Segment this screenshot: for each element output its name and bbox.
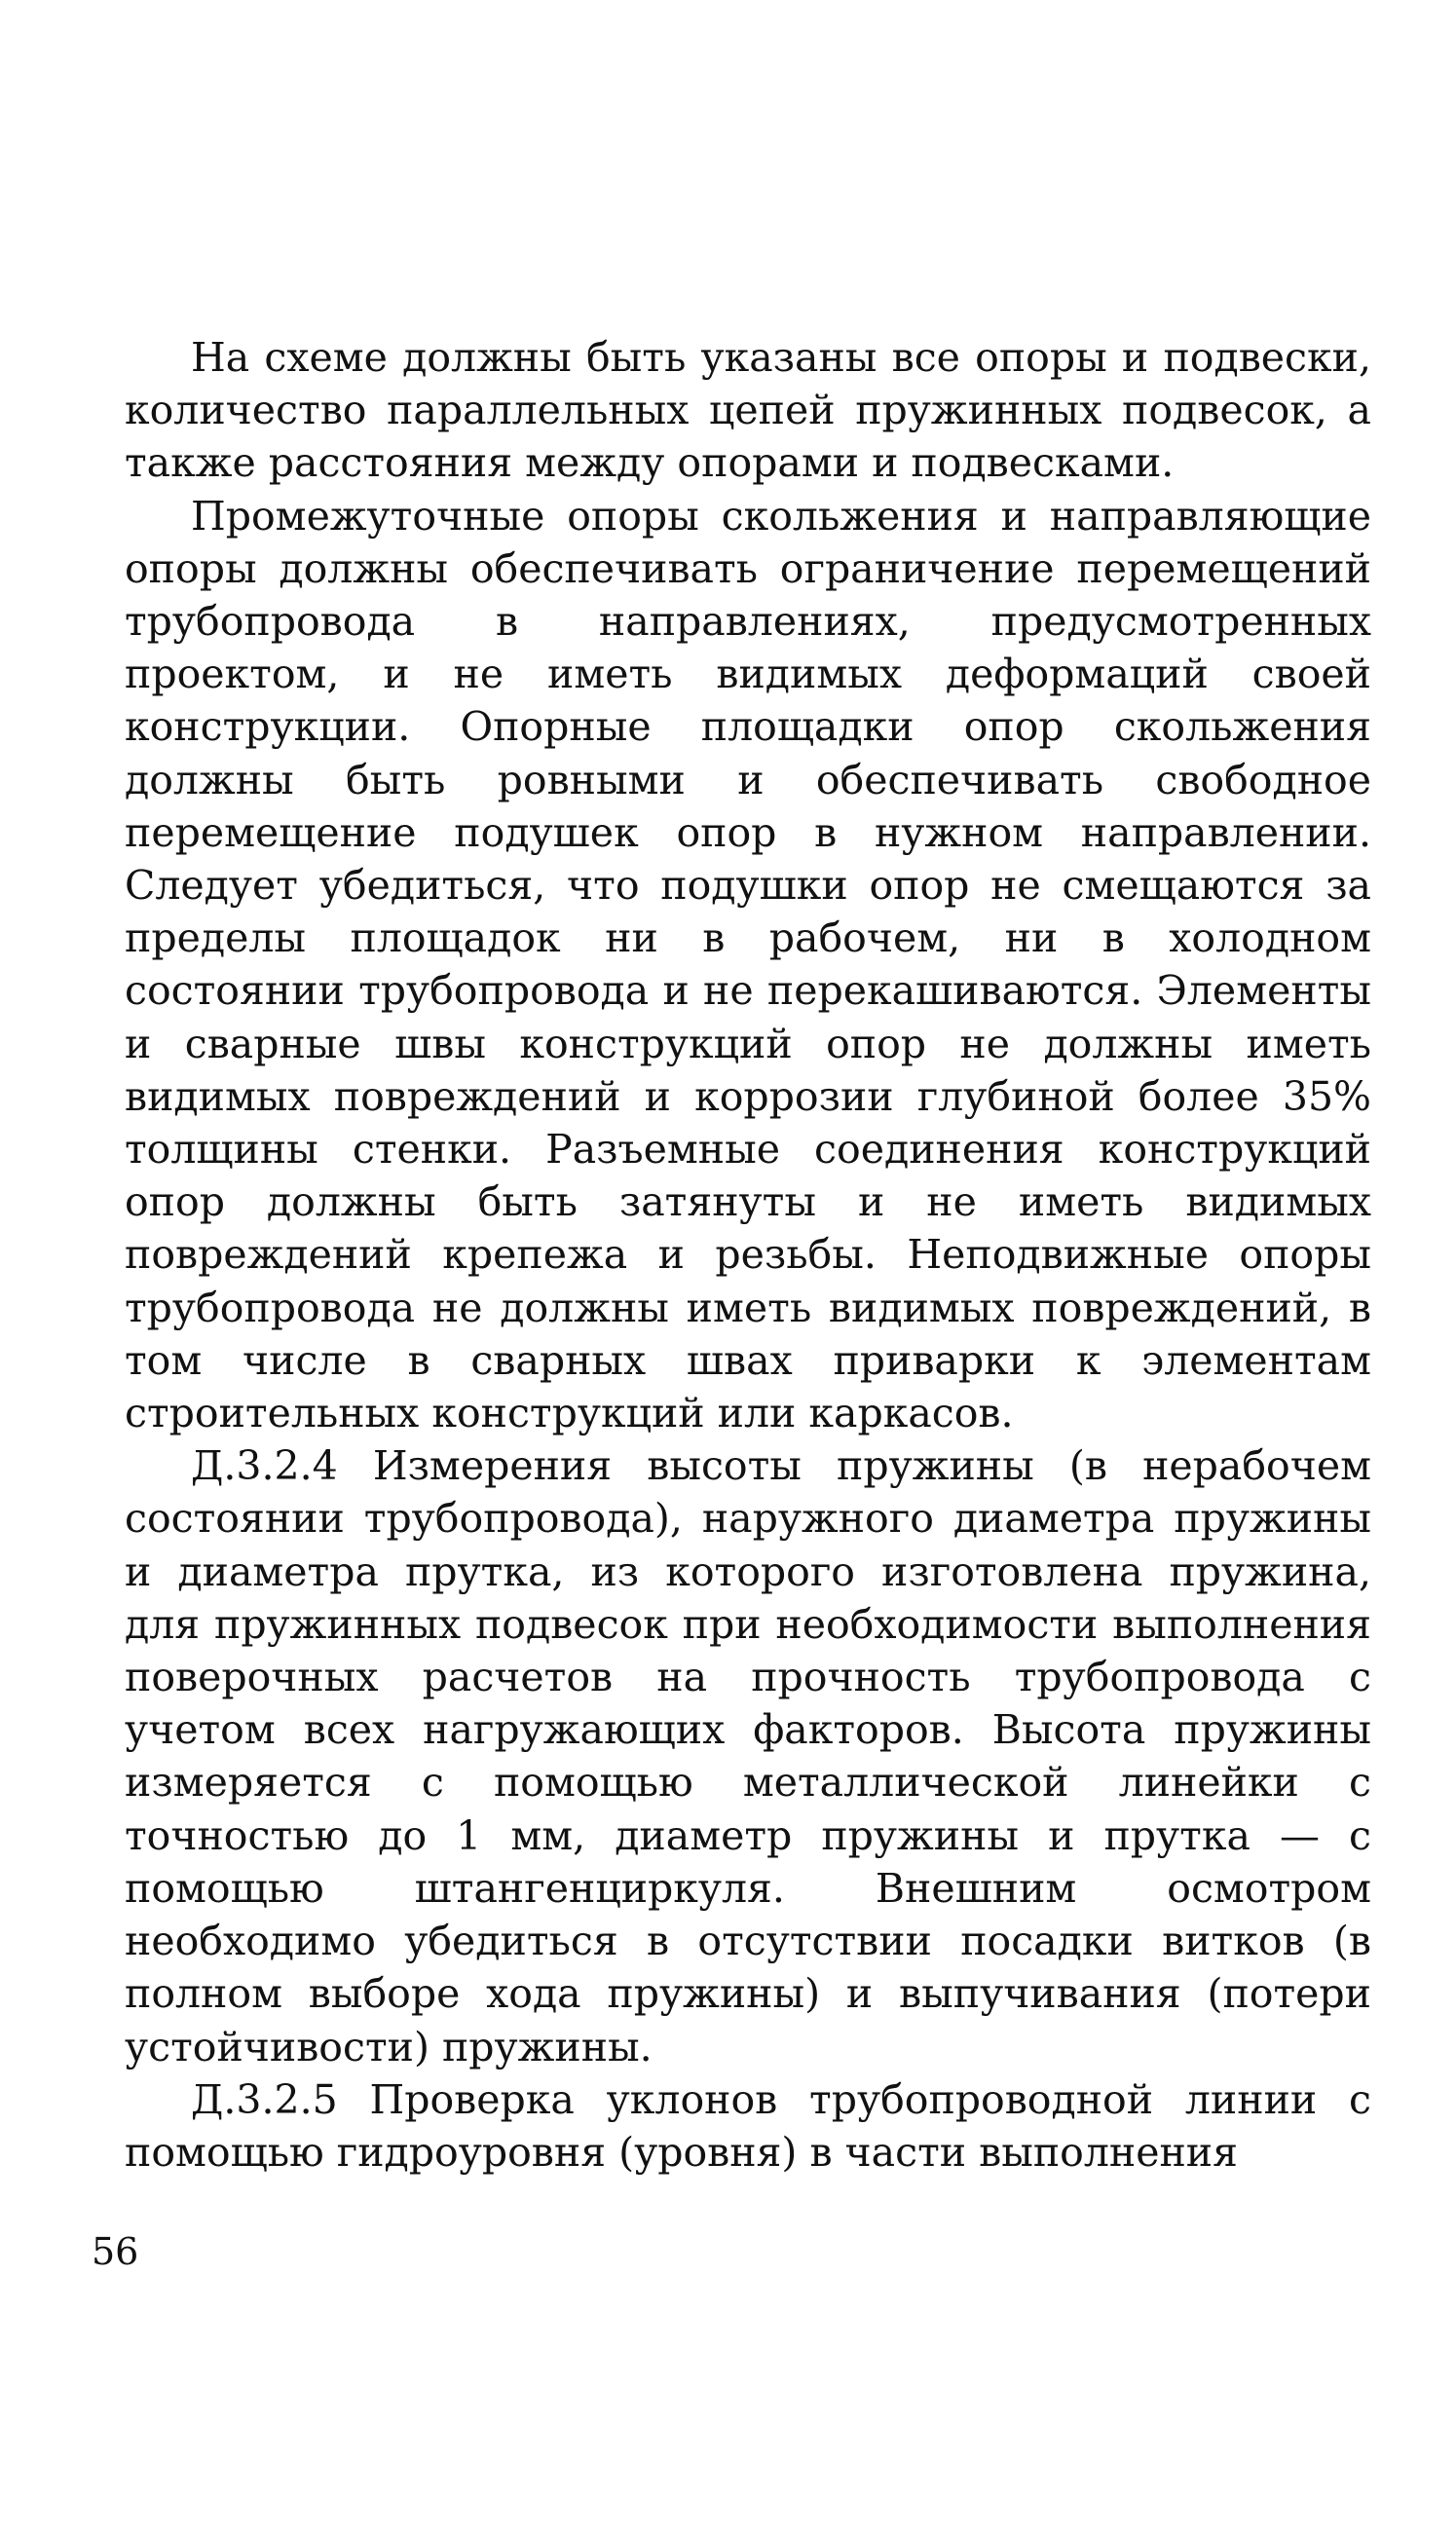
page-number: 56 xyxy=(92,2230,139,2273)
paragraph-d-3-2-5: Д.3.2.5 Проверка уклонов трубопроводной линии с помощью гидроуровня (уровня) в части выполнения xyxy=(125,2075,1371,2176)
paragraph-sliding-supports: Промежуточные опоры скольжения и направляющие опоры должны обеспечивать ограничение перемещений трубопровода в направлениях, предусмотренных проектом, и не иметь видимых деформаций своей конструкции. Опорные площадки опор скольжения должны быть ровными и обеспечивать свободное перемещение подушек опор в нужном направлении. Следует убедиться, что подушки опор не смещаются за пределы площадок ни в рабочем, ни в холодном состоянии трубопровода и не перекашиваются. Элементы и сварные швы конструкций опор не должны иметь видимых повреждений и коррозии глубиной более 35% толщины стенки. Разъемные соединения конструкций опор должны быть затянуты и не иметь видимых повреждений крепежа и резьбы. Неподвижные опоры трубопровода не должны иметь видимых повреждений, в том числе в сварных швах приварки к элементам строительных конструкций или каркасов. xyxy=(125,492,1371,1437)
paragraph-supports-scheme: На схеме должны быть указаны все опоры и подвески, количество параллельных цепей пружинных подвесок, а также расстояния между опорами и подвесками. xyxy=(125,334,1371,487)
paragraph-d-3-2-4: Д.3.2.4 Измерения высоты пружины (в нерабочем состоянии трубопровода), наружного диаметра пружины и диаметра прутка, из которого изготовлена пружина, для пружинных подвесок при необходимости выполнения поверочных расчетов на прочность трубопровода с учетом всех нагружающих факторов. Высота пружины измеряется с помощью металлической линейки с точностью до 1 мм, диаметр пружины и прутка — с помощью штангенциркуля. Внешним осмотром необходимо убедиться в отсутствии посадки витков (в полном выборе хода пружины) и выпучивания (потери устойчивости) пружины. xyxy=(125,1442,1371,2070)
page-body xyxy=(125,331,1371,2179)
